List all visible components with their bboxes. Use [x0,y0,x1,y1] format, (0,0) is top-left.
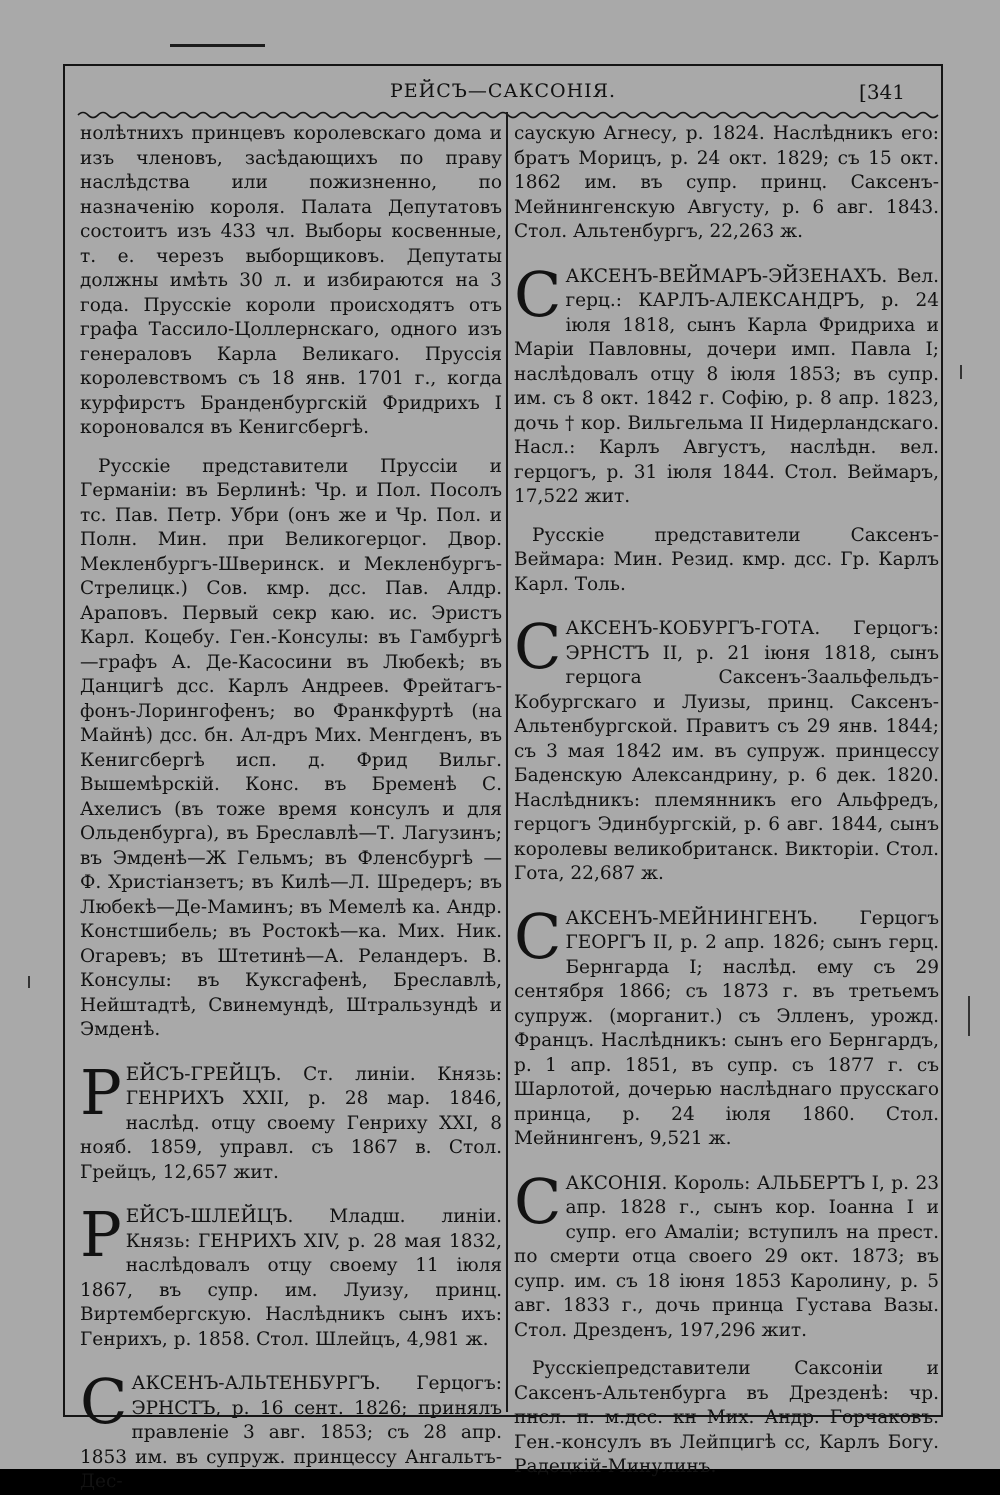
entry-text: ЕЙСЪ-ШЛЕЙЦЪ. Младш. линіи. Князь: ГЕНРИХЪ XIV, р. 28 мая 1832, наслѣдовалъ отцу своему 11 іюля 1867, въ супр. им. Луизу, принц. Виртембергскую. Наслѣдникъ сынъ ихъ: Генрихъ, р. 1858. Стол. Шлейцъ, 4,981 ж. [80,1206,502,1350]
entry-paragraph [80,1055,502,1186]
entry-paragraph [514,610,939,887]
drop-cap: С [514,610,562,683]
entry-paragraph [514,899,939,1152]
drop-cap: Р [80,1055,122,1129]
page-title: РЕЙСЪ—САКСОНІЯ. [389,80,617,102]
entry-text: АКСЕНЪ-МЕЙНИНГЕНЪ. Герцогъ ГЕОРГЪ II, р. 2 апр. 1826; сынъ герц. Бернгарда I; наслѣд. ему съ 29 сентября 1866; съ 1873 г. въ третьемъ супруж. (морганит.) съ Элленъ, урожд. Францъ. Наслѣдникъ: сынъ его Бернгардъ, р. 1 апр. 1851, въ супр. съ 1877 г. съ Шарлотой, дочерью наслѣднаго прусскаго принца, р. 24 іюля 1860. Стол. Мейнингенъ, 9,521 ж. [514,907,939,1149]
entry-spacer [514,1152,939,1172]
body-paragraph: Русскіе представители Саксенъ-Веймара: Мин. Резид. кмр. дсс. Гр. Карлъ Карл. Толь. [514,524,939,595]
wavy-rule [78,108,938,122]
drop-cap: С [514,1164,562,1238]
body-paragraph: Русскіепредставители Саксоніи и Саксенъ-Альтенбурга въ Дрезденѣ: чр. пнсл. п. м.дсс. кн Мих. Андр. Горчаковъ. Ген.-консулъ въ Лейпцигѣ сс, Карлъ Богу. Радецкій-Минулинъ. [514,1358,939,1477]
right-column [514,122,939,1477]
drop-cap: Р [80,1198,122,1271]
entry-text: АКСЕНЪ-ВЕЙМАРЪ-ЭЙЗЕНАХЪ. Вел. герц.: КАРЛЪ-АЛЕКСАНДРЪ, р. 24 іюля 1818, сынъ Карла Фридриха и Маріи Павловны, дочери имп. Павла I; наслѣдовалъ отцу 8 іюля 1853; въ супр. им. съ 8 окт. 1842 г. Софію, р. 8 апр. 1823, дочь † кор. Вильгельма II Нидерландскаго. Насл.: Карлъ Августъ, наслѣдн. вел. герцогъ, р. 31 іюля 1844. Стол. Веймаръ, 17,522 жит. [514,265,939,507]
para-spacer [514,510,939,524]
body-paragraph: саускую Агнесу, р. 1824. Наслѣдникъ его: братъ Морицъ, р. 24 окт. 1829; съ 15 окт. 1862 им. въ супр. принц. Саксенъ-Мейнингенскую Августу, р. 6 авг. 1843. Стол. Альтенбургъ, 22,263 ж. [514,123,939,242]
entry-text: ЕЙСЪ-ГРЕЙЦЪ. Ст. линіи. Князь: ГЕНРИХЪ XXII, р. 28 мар. 1846, наслѣд. отцу своему Генриху XXI, 8 нояб. 1859, управл. съ 1867 в. Стол. Грейцъ, 12,657 жит. [80,1063,502,1183]
entry-text: АКСОНІЯ. Король: АЛЬБЕРТЪ I, р. 23 апр. 1828 г., сынъ кор. Іоанна I и супр. его Амаліи; вступилъ на прест. по смерти отца своего 29 окт. 1873; въ супр. им. съ 18 іюня 1853 Каролину, р. 5 авг. 1833 г., дочь принца Густава Вазы. Стол. Дрезденъ, 197,296 жит. [514,1172,939,1341]
entry-spacer [80,1185,502,1205]
entry-spacer [80,1352,502,1372]
page-number: [341 [859,80,905,104]
para-spacer [80,441,502,455]
entry-text: АКСЕНЪ-АЛЬТЕНБУРГЪ. Герцогъ: ЭРНСТЪ, р. 16 сент. 1826; принялъ правленіе 3 авг. 1853; съ 28 апр. 1853 им. въ супруж. принцессу Ангальтъ-Дес- [80,1373,502,1492]
entry-paragraph [80,1198,502,1352]
running-header [63,70,943,110]
drop-cap: С [514,899,562,973]
drop-cap: С [514,257,562,331]
drop-cap: С [80,1365,128,1438]
entry-text: АКСЕНЪ-КОБУРГЪ-ГОТА. Герцогъ: ЭРНСТЪ II, р. 21 іюня 1818, сынъ герцога Саксенъ-Заальфельдъ-Кобургскаго и Луизы, принц. Саксенъ-Альтенбургской. Правитъ съ 29 янв. 1844; съ 3 мая 1842 им. въ супруж. принцессу Баденскую Александрину, р. 6 дек. 1820. Наслѣдникъ: племянникъ его Альфредъ, герцогъ Эдинбургскій, р. 6 авг. 1844, сынъ королевы великобританск. Викторіи. Стол. Гота, 22,687 ж. [514,618,939,884]
entry-paragraph [514,1164,939,1344]
column-divider [506,112,508,1412]
entry-paragraph [80,1365,502,1495]
para-spacer [514,1343,939,1357]
left-column [80,122,502,1492]
body-paragraph: Русскіе представители Пруссіи и Германіи: въ Берлинѣ: Чр. и Пол. Посолъ тс. Пав. Петр. Убри (онъ же и Чр. Пол. и Полн. Мин. при Великогерцог. Двор. Мекленбургъ-Шверинск. и Мекленбургъ-Стрелицк.) Сов. кмр. дсс. Пав. Алдр. Араповъ. Первый секр каю. ис. Эристъ Карл. Коцебу. Ген.-Консулы: въ Гамбургѣ—графъ А. Де-Касосини въ Любекѣ; въ Данцигѣ дсс. Карлъ Андреев. Фрейтагъ-фонъ-Лорингофенъ; во Франкфуртѣ (на Майнѣ) дсс. бн. Ал-дръ Мих. Менгденъ, въ Кенигсбергѣ исп. д. Фрид Вильг. Вышемѣрскій. Конс. въ Бременѣ С. Ахелисъ (въ тоже время консулъ и для Ольденбурга), въ Бреславлѣ—Т. Лагузинъ; въ Эмденѣ—Ж Гельмъ; въ Фленсбургѣ — Ф. Христіанзетъ; въ Килѣ—Л. Шредеръ; въ Любекѣ—Де-Маминъ; въ Мемелѣ ка. Андр. Констшибель; въ Ростокѣ—ка. Мих. Ник. Огаревъ; въ Штетинѣ—А. Реландеръ. В. Консулы: въ Куксгафенѣ, Бреславлѣ, Нейштадтѣ, Свинемундѣ, Штральзундѣ и Эмденѣ. [80,455,502,1040]
entry-spacer [514,887,939,907]
entry-spacer [514,597,939,617]
entry-paragraph [514,257,939,510]
entry-spacer [80,1043,502,1063]
scan-mark [170,44,265,47]
entry-spacer [514,245,939,265]
body-paragraph: нолѣтнихъ принцевъ королевскаго дома и изъ членовъ, засѣдающихъ по праву наслѣдства или пожизненно, по назначенію короля. Палата Депутатовъ состоитъ изъ 433 чл. Выборы косвенные, т. е. черезъ выборщиковъ. Депутаты должны имѣть 30 л. и избираются на 3 года. Прусскіе короли происходятъ отъ графа Тассило-Цоллернскаго, одного изъ генераловъ Карла Великаго. Пруссія королевствомъ съ 18 янв. 1701 г., когда курфирстъ Бранденбургскій Фридрихъ I короновался въ Кенигсбергѣ. [80,123,502,438]
